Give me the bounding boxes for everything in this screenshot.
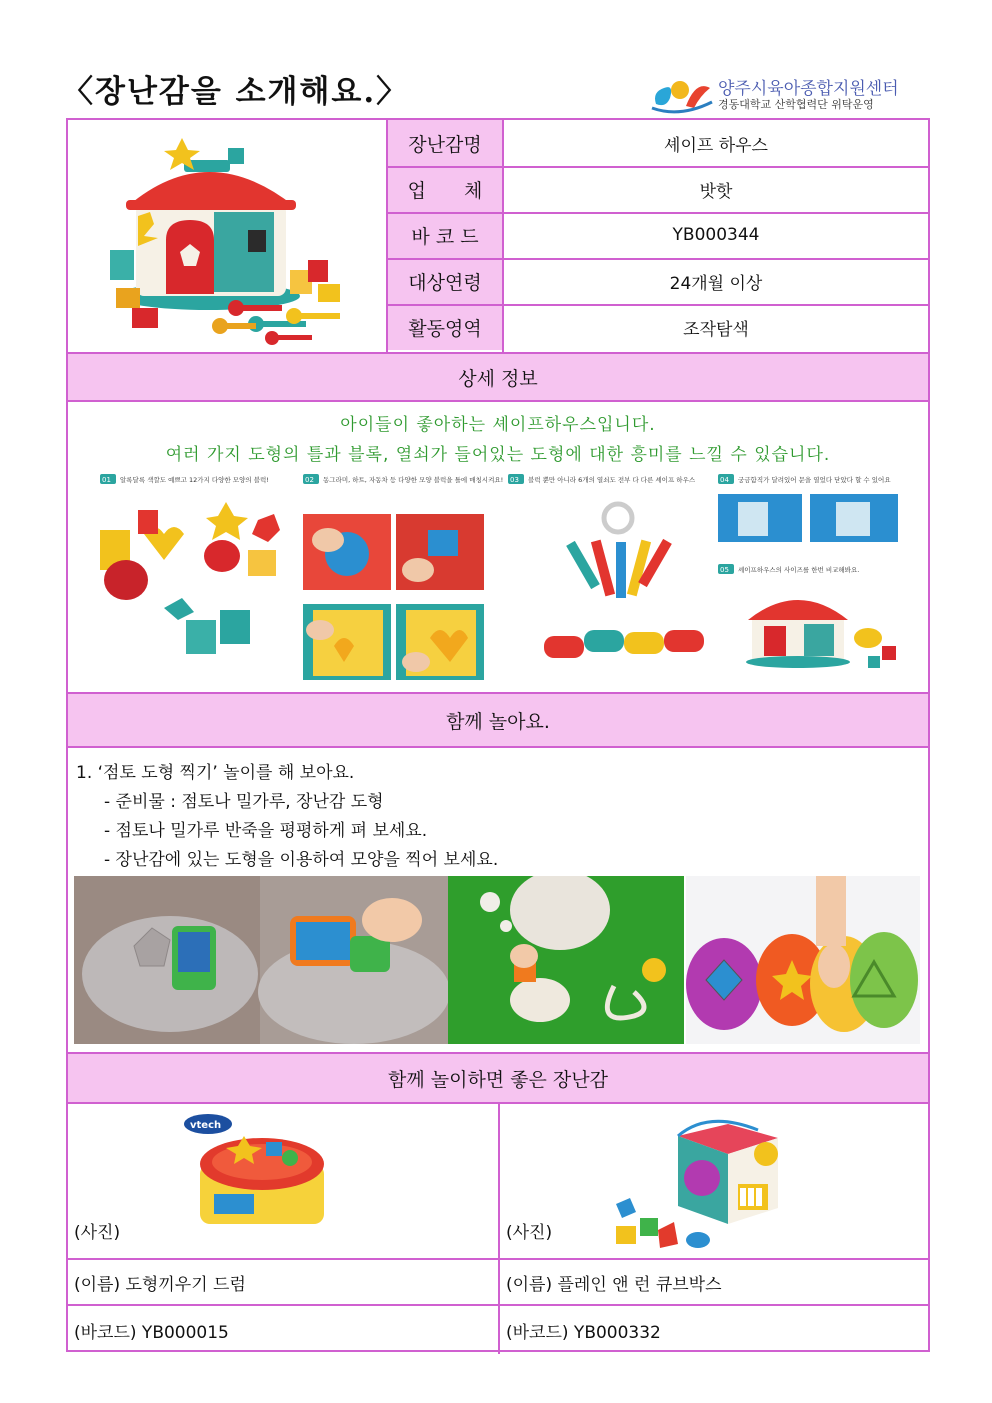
info-label-2: 업 체 xyxy=(388,166,502,212)
panel-2-caption: 동그라미, 하트, 자동차 등 다양한 모양 블럭을 틀에 매칭시켜요! xyxy=(323,476,504,484)
toy-2-name: (이름) 플레인 앤 런 큐브박스 xyxy=(506,1275,722,1295)
play-learn-cube-photo xyxy=(608,1114,798,1254)
play-materials: - 준비물 : 점토나 밀가루, 장난감 도형 xyxy=(104,792,384,812)
toy-2-barcode: (바코드) YB000332 xyxy=(506,1323,661,1343)
center-name: 양주시육아종합지원센터 xyxy=(718,79,899,99)
toy-2-photo-label: (사진) xyxy=(506,1223,553,1243)
play-step-1: 1. ‘점토 도형 찍기’ 놀이를 해 보아요. xyxy=(76,763,355,783)
play-photo-strip xyxy=(74,876,920,1044)
play-step-2: - 점토나 밀가루 반죽을 평평하게 펴 보세요. xyxy=(104,821,428,841)
info-label-3: 바 코 드 xyxy=(388,212,502,258)
toy-1-photo-label: (사진) xyxy=(74,1223,121,1243)
panel-5-caption: 셰이프하우스의 사이즈를 한번 비교해봐요. xyxy=(738,566,860,574)
panel-3-caption: 블럭 뿐만 아니라 6개의 열쇠도 전부 다 다른 셰이프 하우스 xyxy=(528,476,696,484)
page-title: 〈장난감을 소개해요.〉 xyxy=(62,74,410,110)
info-value-5: 조작탐색 xyxy=(683,319,749,340)
detail-heading: 상세 정보 xyxy=(68,354,928,400)
together-heading: 함께 놀이하면 좋은 장난감 xyxy=(68,1054,928,1102)
panel-5-num: 05 xyxy=(720,566,729,574)
center-logo xyxy=(650,74,920,114)
info-value-4: 24개월 이상 xyxy=(669,273,763,294)
panel-3-num: 03 xyxy=(510,476,519,484)
play-heading: 함께 놀아요. xyxy=(68,694,928,746)
info-label-4: 대상연령 xyxy=(388,258,502,304)
info-label-5: 활동영역 xyxy=(388,304,502,350)
panel-2-num: 02 xyxy=(305,476,314,484)
toy-sheet xyxy=(66,118,930,1352)
panel-4-caption: 궁금함직가 달려있어 문을 열었다 닫았다 할 수 있어요 xyxy=(738,476,891,484)
info-value-1: 셰이프 하우스 xyxy=(664,135,768,156)
center-logo-icon xyxy=(650,74,716,114)
detail-image-strip xyxy=(98,470,918,690)
shape-sorter-drum-photo xyxy=(178,1110,338,1230)
panel-1-num: 01 xyxy=(102,476,111,484)
center-subtitle: 경동대학교 산학협력단 위탁운영 xyxy=(718,98,874,111)
info-label-1: 장난감명 xyxy=(388,120,502,166)
info-value-3: YB000344 xyxy=(672,225,760,245)
detail-description-1: 아이들이 좋아하는 셰이프하우스입니다. xyxy=(340,415,656,435)
panel-4-num: 04 xyxy=(720,476,729,484)
play-step-3: - 장난감에 있는 도형을 이용하여 모양을 찍어 보세요. xyxy=(104,850,499,870)
detail-description-2: 여러 가지 도형의 틀과 블록, 열쇠가 들어있는 도형에 대한 흥미를 느낄 수 있습니다. xyxy=(165,445,831,465)
shape-house-photo xyxy=(68,120,388,352)
vtech-logo-text: vtech xyxy=(190,1120,222,1131)
toy-1-barcode: (바코드) YB000015 xyxy=(74,1323,229,1343)
info-value-2: 밧핫 xyxy=(699,181,733,202)
panel-1-caption: 알록달록 색깔도 예쁘고 12가지 다양한 모양의 블럭! xyxy=(120,476,269,484)
toy-1-name: (이름) 도형끼우기 드럼 xyxy=(74,1275,246,1295)
